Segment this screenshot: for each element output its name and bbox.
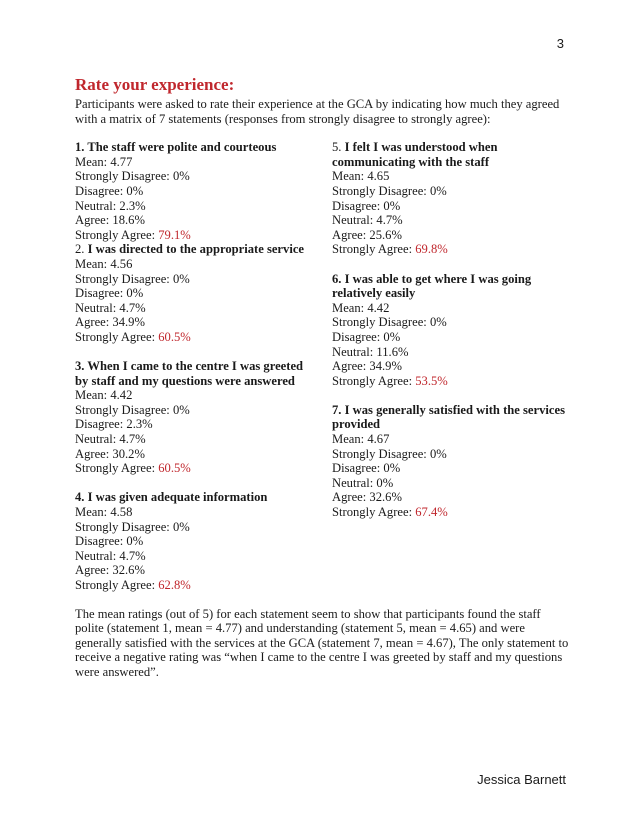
- strongly-agree-value: 79.1%: [158, 227, 191, 242]
- strongly-disagree-label: Strongly Disagree:: [75, 271, 173, 286]
- neutral-label: Neutral:: [75, 300, 120, 315]
- agree-label: Agree:: [332, 490, 370, 505]
- neutral-row: [332, 213, 570, 228]
- strongly-disagree-value: 0%: [172, 402, 190, 417]
- strongly-agree-value: 60.5%: [158, 329, 191, 344]
- statement-text: I felt I was understood when communicating with the staff: [332, 140, 498, 169]
- strongly-agree-row: [75, 578, 315, 593]
- statement-7: [332, 403, 570, 520]
- neutral-value: 4.7%: [376, 213, 403, 228]
- right-column: [332, 140, 570, 592]
- strongly-agree-row: [332, 374, 570, 389]
- disagree-value: 0%: [383, 329, 401, 344]
- disagree-value: 0%: [126, 183, 144, 198]
- disagree-label: Disagree:: [75, 286, 127, 301]
- mean-value: Mean: 4.65: [332, 169, 390, 184]
- disagree-label: Disagree:: [332, 198, 384, 213]
- neutral-row: [332, 345, 570, 360]
- author-footer: Jessica Barnett: [477, 772, 566, 787]
- agree-value: 18.6%: [112, 213, 145, 228]
- disagree-value: 2.3%: [126, 417, 153, 432]
- strongly-disagree-row: [332, 184, 570, 199]
- strongly-disagree-value: 0%: [172, 169, 190, 184]
- agree-value: 30.2%: [112, 446, 145, 461]
- disagree-row: [75, 184, 315, 199]
- neutral-label: Neutral:: [332, 344, 377, 359]
- statement-title: [75, 242, 315, 257]
- statement-text: I was given adequate information: [87, 490, 268, 505]
- agree-value: 32.6%: [369, 490, 402, 505]
- neutral-value: 11.6%: [376, 344, 409, 359]
- mean-value: Mean: 4.77: [75, 154, 133, 169]
- page-number: 3: [556, 36, 564, 51]
- disagree-label: Disagree:: [332, 329, 384, 344]
- statement-number: 6.: [332, 271, 342, 286]
- strongly-agree-row: [332, 242, 570, 257]
- mean-value: Mean: 4.67: [332, 432, 390, 447]
- neutral-label: Neutral:: [332, 213, 377, 228]
- document-body: [75, 75, 570, 680]
- strongly-agree-label: Strongly Agree:: [332, 373, 416, 388]
- agree-value: 34.9%: [112, 315, 145, 330]
- statement-title: [332, 140, 570, 169]
- summary-paragraph: The mean ratings (out of 5) for each statement seem to show that participants found the staff polite (statement 1, mean = 4.77) and understanding (statement 5, mean = 4.65) and were generally satisfied with the services at the GCA (statement 7, mean = 4.67), The only statement to receive a negative rating was “when I came to the centre I was greeted by staff and my questions were answered”.: [75, 606, 569, 679]
- statement-number: 3.: [75, 359, 85, 374]
- statement-4: [75, 490, 315, 592]
- disagree-label: Disagree:: [332, 461, 384, 476]
- agree-label: Agree:: [332, 227, 370, 242]
- strongly-disagree-label: Strongly Disagree:: [75, 402, 173, 417]
- strongly-agree-value: 60.5%: [158, 461, 191, 476]
- disagree-label: Disagree:: [75, 534, 127, 549]
- strongly-agree-row: [75, 330, 315, 345]
- agree-row: [75, 315, 315, 330]
- mean-value: Mean: 4.42: [75, 388, 133, 403]
- disagree-row: [75, 417, 315, 432]
- agree-row: [75, 447, 315, 462]
- agree-row: [332, 359, 570, 374]
- agree-label: Agree:: [332, 359, 370, 374]
- strongly-disagree-row: [75, 169, 315, 184]
- strongly-agree-value: 69.8%: [415, 242, 448, 257]
- strongly-disagree-row: [75, 520, 315, 535]
- strongly-agree-row: [75, 461, 315, 476]
- neutral-label: Neutral:: [75, 548, 120, 563]
- statement-1: [75, 140, 315, 242]
- neutral-label: Neutral:: [75, 432, 120, 447]
- strongly-disagree-row: [332, 447, 570, 462]
- statement-title: [75, 490, 315, 505]
- agree-label: Agree:: [75, 446, 113, 461]
- neutral-value: 4.7%: [119, 548, 146, 563]
- statement-text: When I came to the centre I was greeted by staff and my questions were answered: [75, 359, 304, 388]
- neutral-value: 4.7%: [119, 300, 146, 315]
- strongly-agree-row: [75, 228, 315, 243]
- strongly-agree-label: Strongly Agree:: [332, 505, 416, 520]
- mean-value: Mean: 4.58: [75, 505, 133, 520]
- disagree-row: [75, 286, 315, 301]
- strongly-agree-label: Strongly Agree:: [75, 329, 159, 344]
- statement-2: [75, 242, 315, 344]
- strongly-disagree-row: [75, 272, 315, 287]
- neutral-label: Neutral:: [332, 475, 377, 490]
- agree-value: 25.6%: [369, 227, 402, 242]
- agree-row: [332, 490, 570, 505]
- neutral-row: [75, 549, 315, 564]
- strongly-disagree-label: Strongly Disagree:: [332, 315, 430, 330]
- statement-title: [332, 403, 570, 432]
- mean-value: Mean: 4.56: [75, 256, 133, 271]
- strongly-disagree-row: [75, 403, 315, 418]
- disagree-value: 0%: [383, 461, 401, 476]
- statement-number: 7.: [332, 402, 342, 417]
- agree-row: [332, 228, 570, 243]
- statement-number: 1.: [75, 140, 85, 155]
- disagree-label: Disagree:: [75, 183, 127, 198]
- mean-value: Mean: 4.42: [332, 300, 390, 315]
- strongly-agree-label: Strongly Agree:: [75, 578, 159, 592]
- strongly-disagree-value: 0%: [429, 183, 447, 198]
- agree-value: 32.6%: [112, 563, 145, 578]
- statement-6: [332, 272, 570, 389]
- statement-text: I was able to get where I was going relatively easily: [332, 271, 532, 301]
- strongly-disagree-label: Strongly Disagree:: [75, 519, 173, 534]
- strongly-agree-label: Strongly Agree:: [75, 227, 159, 242]
- strongly-disagree-value: 0%: [429, 315, 447, 330]
- strongly-agree-value: 62.8%: [158, 578, 191, 592]
- strongly-agree-label: Strongly Agree:: [75, 461, 159, 476]
- neutral-row: [75, 301, 315, 316]
- strongly-disagree-label: Strongly Disagree:: [332, 446, 430, 461]
- disagree-row: [332, 330, 570, 345]
- section-title: Rate your experience:: [75, 75, 235, 94]
- statement-3: [75, 359, 315, 476]
- strongly-disagree-label: Strongly Disagree:: [75, 169, 173, 184]
- agree-row: [75, 213, 315, 228]
- agree-label: Agree:: [75, 213, 113, 228]
- disagree-value: 0%: [383, 198, 401, 213]
- strongly-disagree-label: Strongly Disagree:: [332, 183, 430, 198]
- disagree-row: [332, 461, 570, 476]
- strongly-agree-row: [332, 505, 570, 520]
- agree-value: 34.9%: [369, 359, 402, 374]
- statement-title: [75, 359, 315, 388]
- strongly-agree-value: 67.4%: [415, 505, 448, 520]
- disagree-value: 0%: [126, 534, 144, 549]
- left-column: [75, 140, 315, 592]
- statement-text: I was generally satisfied with the services provided: [332, 402, 565, 432]
- strongly-disagree-value: 0%: [429, 446, 447, 461]
- statement-text: I was directed to the appropriate service: [87, 242, 304, 257]
- neutral-row: [75, 432, 315, 447]
- disagree-label: Disagree:: [75, 417, 127, 432]
- statement-title: [75, 140, 315, 155]
- neutral-value: 2.3%: [119, 198, 146, 213]
- disagree-value: 0%: [126, 286, 144, 301]
- strongly-agree-label: Strongly Agree:: [332, 242, 416, 257]
- neutral-value: 0%: [376, 475, 394, 490]
- agree-label: Agree:: [75, 315, 113, 330]
- strongly-disagree-value: 0%: [172, 519, 190, 534]
- disagree-row: [75, 534, 315, 549]
- disagree-row: [332, 199, 570, 214]
- statement-number: 4.: [75, 490, 85, 505]
- strongly-agree-value: 53.5%: [415, 373, 448, 388]
- statement-title: [332, 272, 570, 301]
- statement-number: 5.: [332, 140, 342, 155]
- intro-paragraph: Participants were asked to rate their experience at the GCA by indicating how much they agreed with a matrix of 7 statements (responses from strongly disagree to strongly agree):: [75, 97, 560, 126]
- neutral-row: [75, 199, 315, 214]
- neutral-label: Neutral:: [75, 198, 120, 213]
- statement-number: 2.: [75, 242, 85, 257]
- agree-row: [75, 563, 315, 578]
- neutral-value: 4.7%: [119, 432, 146, 447]
- strongly-disagree-value: 0%: [172, 271, 190, 286]
- statement-text: The staff were polite and courteous: [87, 140, 277, 155]
- statement-columns: [75, 140, 570, 592]
- neutral-row: [332, 476, 570, 491]
- agree-label: Agree:: [75, 563, 113, 578]
- strongly-disagree-row: [332, 315, 570, 330]
- statement-5: [332, 140, 570, 257]
